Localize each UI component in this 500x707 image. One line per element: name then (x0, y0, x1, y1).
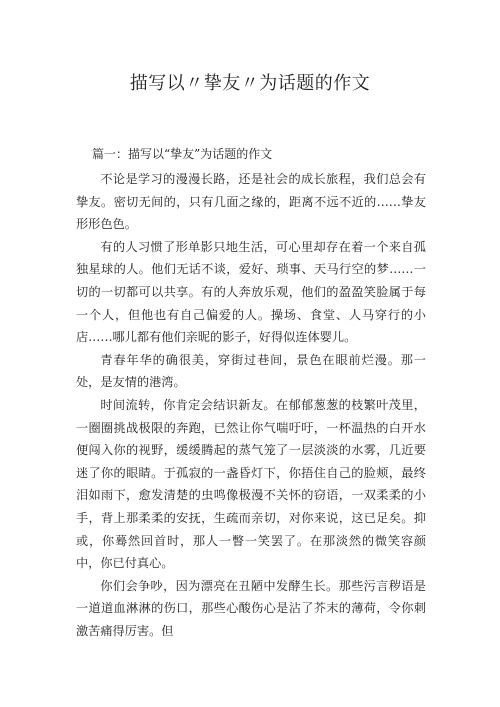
paragraph: 你们会争吵，因为漂亮在丑陋中发酵生长。那些污言秽语是一道道血淋淋的伤口，那些心酸伤心是沾了芥末的薄荷，令你刺激苦痛得厉害。但 (76, 578, 426, 638)
paragraph: 青春年华的确很美，穿街过巷间，景色在眼前烂漫。那一处，是友情的港湾。 (76, 352, 426, 390)
paragraph: 有的人习惯了形单影只地生活，可心里却存在着一个来自孤独星球的人。他们无话不谈，爱好、琐事、天马行空的梦……一切的一切都可以共享。有的人奔放乐观，他们的盈盈笑脸属于每一个人，但他也有自己偏爱的人。操场、食堂、人马穿行的小店……哪儿都有他们亲昵的影子，好得似连体婴儿。 (76, 239, 426, 345)
section-heading: 篇一：描写以“挚友”为话题的作文 (92, 147, 273, 161)
paragraph: 不论是学习的漫漫长路，还是社会的成长旅程，我们总会有挚友。密切无间的，只有几面之缘的，距离不远不近的……挚友形形色色。 (76, 172, 426, 232)
document-title: 描写以〃挚友〃为话题的作文 (129, 73, 371, 94)
paragraph: 时间流转，你肯定会结识新友。在郁郁葱葱的枝繁叶茂里，一圈圈挑战极限的奔跑，已然让你气喘吁吁，一杯温热的白开水便闯入你的视野，缓缓腾起的蒸气笼了一层淡淡的水雾，几近要迷了你的眼睛。于孤寂的一盏昏灯下，你捂住自己的脸颊，最终泪如雨下，愈发清楚的虫鸣像极漫不关怀的窃语，一双柔柔的小手，背上那柔柔的安抚，生疏而亲切，对你来说，这已足矣。抑或，你蓦然回首时，那人一瞥一笑罢了。在那淡然的微笑容颜中，你已付真心。 (76, 397, 426, 571)
document-body (76, 168, 426, 642)
